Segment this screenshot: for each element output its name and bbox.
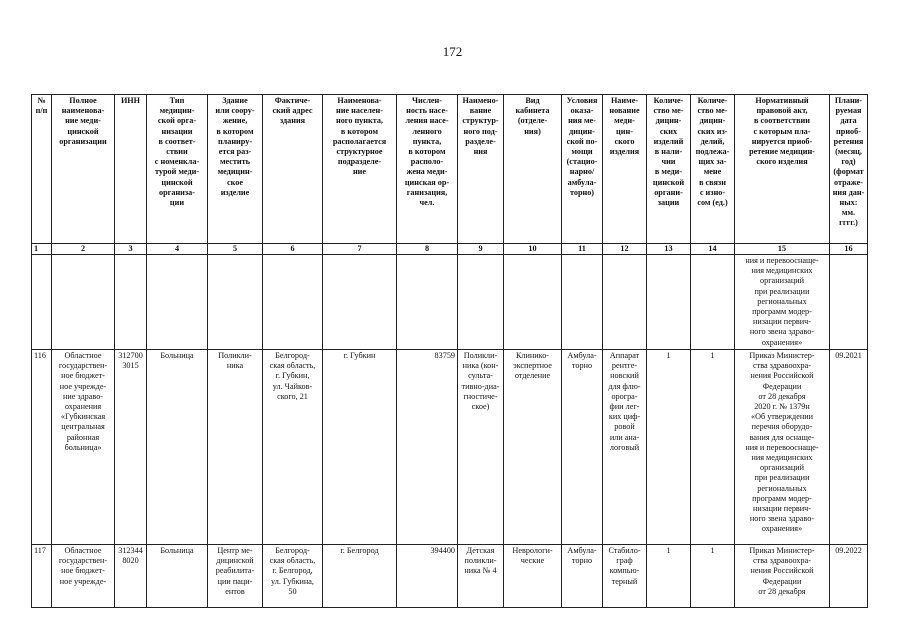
legal-act-continuation: ния и перевооснаще- ния медицинских организаций при реализации региональных программ модер- низации первич- ного звена здраво- охранения»	[735, 255, 830, 350]
table-cell	[603, 255, 647, 350]
qty-available: 1	[647, 350, 691, 545]
building: Поликли- ника	[208, 350, 263, 545]
table-row	[32, 545, 868, 608]
table-cell	[830, 255, 868, 350]
column-number: 8	[397, 244, 458, 255]
table-cell	[458, 255, 504, 350]
address: Белгород- ская область, г. Белгород, ул. Губкина, 50	[263, 545, 323, 608]
inn: 312700 3015	[115, 350, 147, 545]
qty-replace: 1	[691, 545, 735, 608]
organization-name: Областное государствен- ное бюджет- ное учрежде-	[52, 545, 115, 608]
header-cell: Количе- ство ме- дицин- ских из- делий, подлежа- щих за- мене в связи с изно- сом (ед.)	[691, 95, 735, 244]
table-row	[32, 350, 868, 545]
header-cell: Количе- ство ме- дицин- ских изделий в нали- чии в меди- цинской органи- зации	[647, 95, 691, 244]
header-cell: Вид кабинета (отделе- ния)	[504, 95, 562, 244]
settlement: г. Губкин	[323, 350, 397, 545]
header-cell: Тип медицин- ской орга- низации в соответ- ствии с номенкла- турой меди- цинской организа- ции	[147, 95, 208, 244]
qty-available: 1	[647, 545, 691, 608]
column-number-row	[32, 244, 868, 255]
legal-act: Приказ Министер- ства здравоохра- нения Российской Федерации от 28 декабря 2020 г. № 1379н «Об утверждении перечня оборудо- вания для оснаще- ния и перевооснаще- ния медицинских организаций при реализации региональных программ модер- низации первич- ного звена здраво- охранения»	[735, 350, 830, 545]
header-cell: Плани- руемая дата приоб- ретения (месяц, год) (формат отраже- ния дан- ных: мм. гггг.)	[830, 95, 868, 244]
header-cell: № п/п	[32, 95, 52, 244]
table-cell	[263, 255, 323, 350]
column-number: 12	[603, 244, 647, 255]
organization-type: Больница	[147, 545, 208, 608]
organization-name: Областное государствен- ное бюджет- ное учрежде- ние здраво- охранения «Губкинская центральная районная больница»	[52, 350, 115, 545]
continuation-row	[32, 255, 868, 350]
header-cell: ИНН	[115, 95, 147, 244]
table-cell	[647, 255, 691, 350]
settlement: г. Белгород	[323, 545, 397, 608]
header-cell: Числен- ность насе- ления насе- ленного пункта, в котором располо- жена меди- цинская ор- ганизация, чел.	[397, 95, 458, 244]
column-number: 11	[562, 244, 603, 255]
column-number: 6	[263, 244, 323, 255]
table-cell	[115, 255, 147, 350]
column-number: 3	[115, 244, 147, 255]
column-number: 10	[504, 244, 562, 255]
header-cell: Нормативный правовой акт, в соответствии с которым пла- нируется приоб- ретение медицин- ского изделия	[735, 95, 830, 244]
header-cell: Наимено- вание структур- ного под- разделе- ния	[458, 95, 504, 244]
planned-date: 09.2022	[830, 545, 868, 608]
table-cell	[208, 255, 263, 350]
column-number: 5	[208, 244, 263, 255]
column-number: 1	[32, 244, 52, 255]
table-cell	[32, 255, 52, 350]
care-conditions: Амбула- торно	[562, 545, 603, 608]
medical-equipment-table	[31, 94, 868, 608]
structural-unit: Поликли- ника (кон- сульта- тивно-диа- гностиче- ское)	[458, 350, 504, 545]
table-cell	[52, 255, 115, 350]
header-row	[32, 95, 868, 244]
page-number: 172	[442, 44, 463, 59]
column-number: 4	[147, 244, 208, 255]
column-number: 2	[52, 244, 115, 255]
column-number: 7	[323, 244, 397, 255]
building: Центр ме- дицинской реабилита- ции паци- ентов	[208, 545, 263, 608]
header-cell: Наименова- ние населен- ного пункта, в котором располагается структурное подразделе- ние	[323, 95, 397, 244]
address: Белгород- ская область, г. Губкин, ул. Чайков- ского, 21	[263, 350, 323, 545]
column-number: 14	[691, 244, 735, 255]
table-cell	[691, 255, 735, 350]
population: 394400	[397, 545, 458, 608]
structural-unit: Детская поликли- ника № 4	[458, 545, 504, 608]
inn: 312344 8020	[115, 545, 147, 608]
planned-date: 09.2021	[830, 350, 868, 545]
care-conditions: Амбула- торно	[562, 350, 603, 545]
device-name: Стабило- граф компью- терный	[603, 545, 647, 608]
table-cell	[562, 255, 603, 350]
column-number: 16	[830, 244, 868, 255]
population: 83759	[397, 350, 458, 545]
cabinet-type: Неврологи- ческие	[504, 545, 562, 608]
header-cell: Полное наименова- ние меди- цинской организации	[52, 95, 115, 244]
row-number: 116	[32, 350, 52, 545]
qty-replace: 1	[691, 350, 735, 545]
header-cell: Фактиче- ский адрес здания	[263, 95, 323, 244]
header-cell: Наиме- нование меди- цин- ского изделия	[603, 95, 647, 244]
table-cell	[323, 255, 397, 350]
header-cell: Здание или соору- жение, в котором планиру- ется раз- местить медицин- ское изделие	[208, 95, 263, 244]
organization-type: Больница	[147, 350, 208, 545]
column-number: 13	[647, 244, 691, 255]
column-number: 9	[458, 244, 504, 255]
column-number: 15	[735, 244, 830, 255]
table-cell	[147, 255, 208, 350]
cabinet-type: Клинико- экспертное отделение	[504, 350, 562, 545]
legal-act: Приказ Министер- ства здравоохра- нения Российской Федерации от 28 декабря	[735, 545, 830, 608]
device-name: Аппарат рентге- новский для флю- орогра- фии лег- ких циф- ровой или ана- логовый	[603, 350, 647, 545]
table-cell	[504, 255, 562, 350]
row-number: 117	[32, 545, 52, 608]
header-cell: Условия оказа- ния ме- дицин- ской по- мощи (стацио- нарно/ амбула- торно)	[562, 95, 603, 244]
table-cell	[397, 255, 458, 350]
